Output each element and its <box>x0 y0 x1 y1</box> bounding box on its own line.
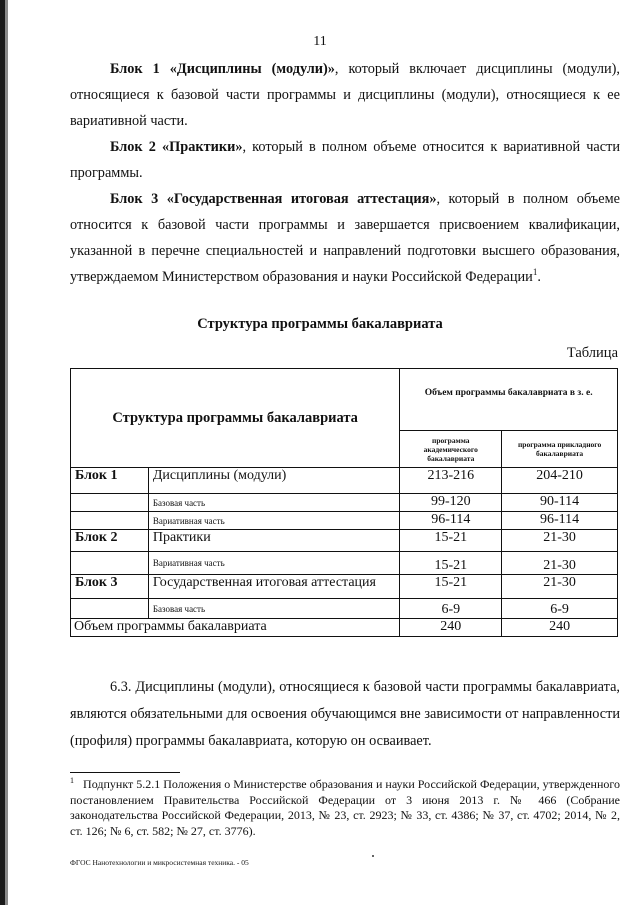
block3-text: , который в полном объеме относится к базовой части программы и завершается присвоением квалификации, указанной в перечне специальностей и направлений подготовки высшего образования, утверждаемом Министерством образования и науки Российской Федерации <box>70 191 620 285</box>
row-name: Вариативная часть <box>148 512 399 530</box>
table-row <box>71 494 618 512</box>
row-academic: 99-120 <box>400 494 502 512</box>
block3-label: Блок 3 «Государственная итоговая аттестация» <box>110 191 437 207</box>
header-volume: Объем программы бакалавриата в з. е. <box>400 369 618 431</box>
row-block <box>71 494 149 512</box>
table-label: Таблица <box>566 345 618 361</box>
block2-text: , который в полном объеме относится к вариативной части программы. <box>70 139 620 181</box>
header-academic: программа академического бакалавриата <box>400 431 502 468</box>
row-applied: 204-210 <box>502 468 618 494</box>
block1-label: Блок 1 «Дисциплины (модули)» <box>110 61 335 77</box>
scan-speck <box>372 855 374 857</box>
row-academic: 15-21 <box>400 530 502 552</box>
paragraph-block2 <box>70 134 620 186</box>
table-row <box>71 575 618 599</box>
row-block <box>71 512 149 530</box>
row-applied: 21-30 <box>502 575 618 599</box>
row-block <box>71 552 149 575</box>
row-applied: 90-114 <box>502 494 618 512</box>
row-applied: 21-30 <box>502 530 618 552</box>
footnote-text: Подпункт 5.2.1 Положения о Министерстве образования и науки Российской Федерации, утвержденного постановлением Правительства Российской Федерации от 3 июня 2013 г. № 466 (Собрание законодательства Российской Федерации, 2013, № 23, ст. 2923; № 33, ст. 4386; № 37, ст. 4702; 2014, № 2, ст. 126; № 6, ст. 582; № 27, ст. 3776). <box>70 777 620 838</box>
program-structure-table <box>70 368 618 637</box>
scan-edge-shadow <box>5 0 8 905</box>
total-name: Объем программы бакалавриата <box>71 619 400 637</box>
block1-text: , который включает дисциплины (модули), относящиеся к базовой части программы и дисциплины (модули), относящиеся к ее вариативной части. <box>70 61 620 129</box>
row-name: Вариативная часть <box>148 552 399 575</box>
row-academic: 6-9 <box>400 599 502 619</box>
table-row <box>71 530 618 552</box>
row-block: Блок 3 <box>71 575 149 599</box>
row-academic: 213-216 <box>400 468 502 494</box>
page-number: 11 <box>313 34 327 49</box>
header-structure: Структура программы бакалавриата <box>71 369 400 468</box>
row-block: Блок 1 <box>71 468 149 494</box>
row-name: Базовая часть <box>148 494 399 512</box>
row-block <box>71 599 149 619</box>
row-block: Блок 2 <box>71 530 149 552</box>
total-academic: 240 <box>400 619 502 637</box>
table-title: Структура программы бакалавриата <box>197 316 443 332</box>
footnote-ref: 1 <box>532 267 538 278</box>
row-applied: 96-114 <box>502 512 618 530</box>
table-total-row <box>71 619 618 637</box>
paragraph-6-3: 6.3. Дисциплины (модули), относящиеся к базовой части программы бакалавриата, являются обязательными для освоения обучающимся вне зависимости от направленности (профиля) программы бакалавриата, которую он осваивает. <box>70 679 620 749</box>
row-name: Государственная итоговая аттестация <box>148 575 399 599</box>
footnote-divider <box>70 772 180 773</box>
row-name: Дисциплины (модули) <box>148 468 399 494</box>
row-applied: 21-30 <box>502 552 618 575</box>
footnote <box>70 777 620 839</box>
paragraph-block1 <box>70 56 620 134</box>
row-academic: 15-21 <box>400 552 502 575</box>
header-applied: программа прикладного бакалавриата <box>502 431 618 468</box>
block2-label: Блок 2 «Практики» <box>110 139 243 155</box>
row-academic: 15-21 <box>400 575 502 599</box>
row-applied: 6-9 <box>502 599 618 619</box>
paragraph-block3 <box>70 186 620 290</box>
row-name: Практики <box>148 530 399 552</box>
page-footer: ФГОС Нанотехнологии и микросистемная техника. - 05 <box>70 858 249 867</box>
table-row <box>71 468 618 494</box>
total-applied: 240 <box>502 619 618 637</box>
row-academic: 96-114 <box>400 512 502 530</box>
table-row <box>71 512 618 530</box>
table-row <box>71 599 618 619</box>
footnote-mark: 1 <box>70 776 74 785</box>
row-name: Базовая часть <box>148 599 399 619</box>
table-row <box>71 552 618 575</box>
block3-end: . <box>537 269 541 285</box>
